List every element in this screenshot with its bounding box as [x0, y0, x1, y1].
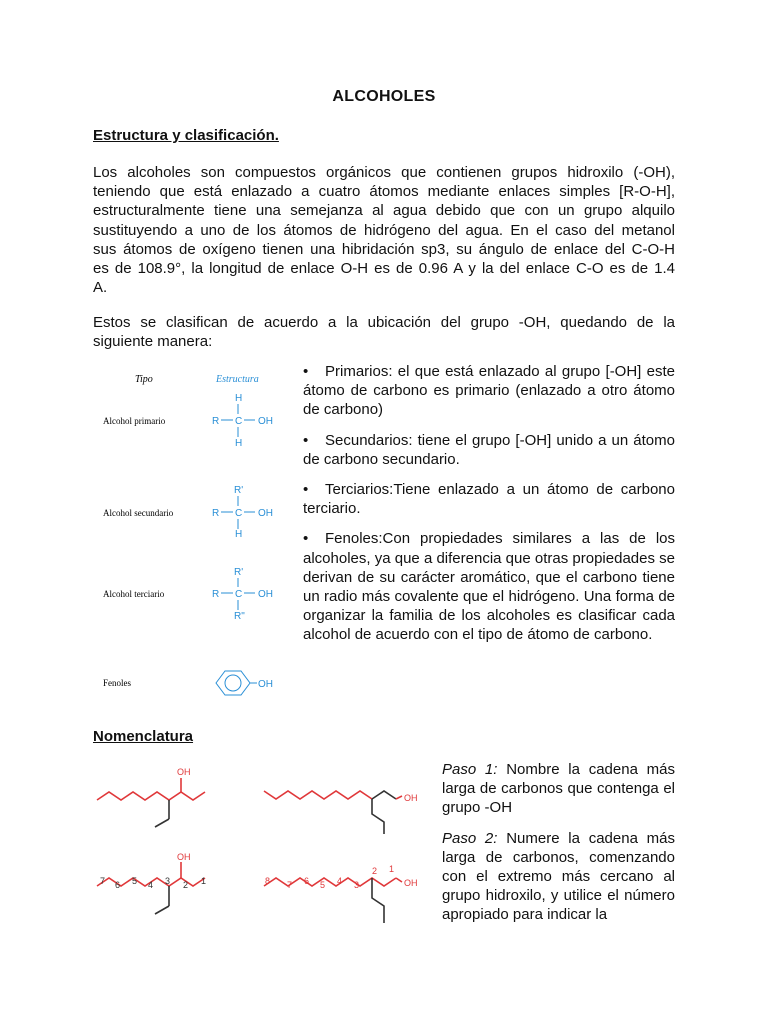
section-heading-nomenclatura: Nomenclatura [93, 728, 194, 745]
svg-text:R: R [212, 589, 220, 600]
svg-text:C: C [235, 508, 243, 519]
bullet-fenoles: • Fenoles:Con propiedades similares a las de los alcoholes, ya que a diferencia que otras propiedades se derivan de su carácter aromático, que el carbono tiene un radio más covalente que el hidrógeno. Una forma de organizar la familia de los alcoholes es clasificar cada alcohol de acuerdo con el tipo de átomo de carbono. [303, 530, 675, 644]
svg-text:R': R' [234, 567, 244, 578]
molecule-numbered-1 [95, 848, 215, 928]
paragraph-intro [93, 163, 675, 297]
svg-text:H: H [235, 529, 243, 540]
svg-text:6: 6 [304, 876, 310, 886]
col-tipo: Tipo [135, 374, 153, 385]
intro-line: estructuralmente tiene una semejanza al agua debido que con un grupo alquilo [93, 202, 675, 220]
benzene-ring-icon [216, 671, 273, 695]
intro-line: Los alcoholes son compuestos orgánicos que contienen grupos hidroxilo (-OH), [93, 164, 675, 181]
document-title: ALCOHOLES [332, 88, 436, 105]
molecule-skeletal-1 [95, 764, 215, 834]
paragraph-classification [93, 313, 675, 351]
intro-line: A. [93, 279, 108, 297]
svg-text:1: 1 [389, 864, 395, 874]
svg-text:OH: OH [258, 589, 273, 600]
classification-line: Estos se clasifican de acuerdo a la ubicación del grupo -OH, quedando de la [93, 314, 675, 331]
molecule-skeletal-2 [262, 764, 432, 834]
alcohol-classification-figure [95, 360, 295, 700]
bullet-primarios: • Primarios: el que está enlazado al grupo [-OH] este átomo de carbono es primario (enlazado a otro átomo de carbono) [303, 363, 675, 419]
intro-line: es de 108.9°, la longitud de enlace O-H es de 0.96 A y la del enlace C-O es de 1.4 [93, 260, 675, 278]
svg-text:1: 1 [201, 876, 207, 886]
svg-text:7: 7 [287, 880, 293, 890]
svg-text:OH: OH [404, 878, 418, 888]
section-heading-estructura: Estructura y clasificación. [93, 127, 279, 144]
svg-text:7: 7 [100, 876, 106, 886]
structure-terciario [212, 567, 273, 622]
svg-text:R: R [212, 508, 220, 519]
svg-text:OH: OH [258, 508, 273, 519]
svg-text:OH: OH [258, 416, 273, 427]
svg-text:R: R [212, 416, 220, 427]
svg-text:OH: OH [177, 852, 191, 862]
bullet-secundarios: • Secundarios: tiene el grupo [-OH] unido a un átomo de carbono secundario. [303, 431, 675, 468]
step-2: Paso 2: Numere la cadena más larga de carbonos, comenzando con el extremo más cercano al grupo hidroxilo, y utilice el número apropiado para indicar la [442, 829, 675, 924]
svg-text:5: 5 [320, 880, 326, 890]
svg-text:R': R' [234, 485, 244, 496]
svg-text:OH: OH [404, 793, 418, 803]
svg-text:R": R" [234, 611, 245, 622]
svg-text:3: 3 [165, 876, 171, 886]
svg-text:H: H [235, 393, 243, 404]
intro-line: sus átomos de oxígeno tienen una hibridación sp3, su ángulo de enlace del C-O-H [93, 240, 675, 258]
svg-text:2: 2 [183, 880, 189, 890]
svg-text:C: C [235, 416, 243, 427]
row-label-fenoles: Fenoles [103, 678, 131, 688]
structure-primario [212, 393, 273, 449]
svg-text:3: 3 [354, 880, 360, 890]
row-label-secundario: Alcohol secundario [103, 508, 174, 518]
svg-text:C: C [235, 589, 243, 600]
svg-text:4: 4 [337, 876, 343, 886]
svg-text:8: 8 [265, 876, 271, 886]
col-estructura: Estructura [216, 374, 259, 385]
svg-text:OH: OH [258, 679, 273, 690]
classification-bullet-list [303, 362, 675, 656]
svg-text:5: 5 [132, 876, 138, 886]
svg-text:4: 4 [148, 880, 154, 890]
svg-text:OH: OH [177, 767, 191, 777]
row-label-primario: Alcohol primario [103, 416, 166, 426]
intro-line: teniendo que está enlazado a cuatro átomos mediante enlaces simples [R-O-H], [93, 183, 675, 201]
nomenclature-steps [442, 760, 675, 936]
classification-line: siguiente manera: [93, 333, 213, 351]
svg-text:6: 6 [115, 880, 121, 890]
svg-text:H: H [235, 438, 243, 449]
molecule-numbered-2 [262, 848, 432, 928]
svg-text:2: 2 [372, 866, 378, 876]
intro-line: sustituyendo a uno de los átomos de hidrógeno del agua. En el caso del metanol [93, 221, 675, 239]
row-label-terciario: Alcohol terciario [103, 589, 165, 599]
step-1: Paso 1: Nombre la cadena más larga de carbonos que contenga el grupo -OH [442, 761, 675, 817]
bullet-terciarios: • Terciarios:Tiene enlazado a un átomo de carbono terciario. [303, 481, 675, 518]
